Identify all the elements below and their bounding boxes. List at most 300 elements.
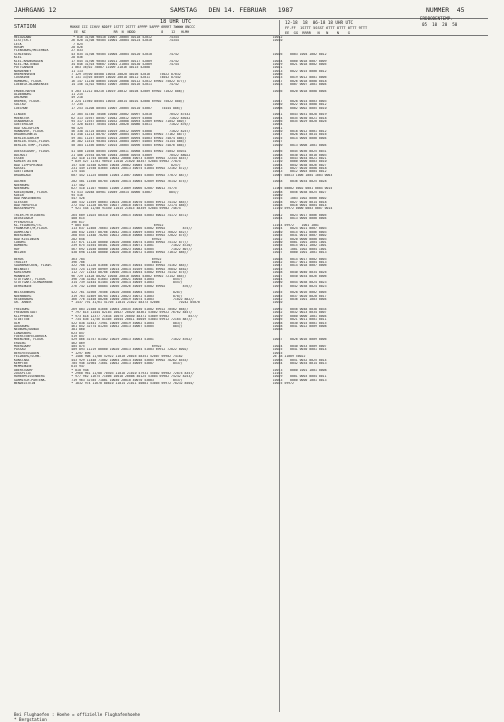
- station-name: BERLIN-TEMP.,FLUGH.: [14, 143, 51, 147]
- footnote: Bei Flughaefen : Hoehe = offizielle Flughafenhoehe * Bergstation: [14, 712, 141, 722]
- station-extra: 10047 0014 0018 0007 0006: [272, 264, 327, 268]
- station-name: OSNABRUECK: [14, 119, 34, 123]
- station-name: BERLIN-TEGEL,FLUGH.: [14, 140, 51, 144]
- station-name: FRANKFURT/M,FLUGH.: [14, 227, 49, 231]
- station-name: LUEBECK-BLANKENSEE: [14, 83, 49, 87]
- station-name: NEUBURG/DONAU: [14, 328, 39, 332]
- station-observation: * 839 427 11701 90910 11018 21020 48357 52004 69902 77874: [71, 160, 181, 164]
- station-name: BERCHTESGADEN: [14, 351, 39, 355]
- station-extra: 10025 59972: [272, 382, 294, 386]
- station-name: GUETERSLOH: [14, 123, 34, 127]
- station-name: GARMISCH-PARTENK.: [14, 378, 47, 382]
- station-extra: 10013 0022 0015 0000 0012: [272, 69, 327, 73]
- station-extra: 11005 50002 0002 0001 0004 0015: [272, 187, 333, 191]
- station-name: ERDING: [14, 341, 26, 345]
- station-name: TRIER-PETRISBERG: [14, 214, 45, 218]
- station-name: KOELN/BONN, FLUGH.: [14, 190, 49, 194]
- station-observation: * 1437 791 31/61 51705 11014 21022 48373 52006 70242 85070: [71, 301, 200, 305]
- station-name: WEIDEN: [14, 251, 26, 254]
- station-name: EMDEN-HAFEN: [14, 89, 36, 93]
- station-name: HOHENPEISSENBERG: [14, 375, 45, 379]
- station-observation: 409 893 11219 80000 10020 20013 40064 51003 69912 72022 8002/: [71, 348, 189, 352]
- station-name: FREIBURG: [14, 308, 30, 312]
- soil-depths-header: 05 10 20 50: [422, 22, 458, 27]
- station-observation: 239 675 31554 80401 10020 20014 40071 51001 71022 8720/: [71, 244, 193, 248]
- station-name: STOETTEN: [14, 318, 30, 322]
- station-name: OLDENBURG: [14, 93, 32, 97]
- station-observation: 553 724 11/09 80909 10014 20014 40169 53001 69902 76842 8462/: [71, 267, 189, 271]
- station-extra: 10030 0001 1001 1004 1001: [272, 240, 327, 244]
- station-extra: 10075 0042 0038 0024 0023: [272, 284, 327, 288]
- station-name: LUECHOW: [14, 106, 28, 110]
- station-observation: 62 313 31957 80507 10042 20012 40079 53008 71022 85032: [71, 116, 191, 120]
- station-extra: 10028 0040 0040 0034 0026: [272, 271, 327, 275]
- station-table: [14, 36, 488, 385]
- station-name: DUESSELDORF, FLUGH.: [14, 150, 51, 154]
- station-observation: * 2960 961 11/88 70503 11018 21010 47931 55002 69902 72874 8357/: [71, 371, 195, 375]
- station-observation: 95 516: [71, 193, 83, 197]
- station-extra: 10058 0056 0038 0025 0027: [272, 190, 327, 194]
- station-name: KL.FELDBERG/TS.: [14, 224, 43, 228]
- station-observation: 443 929 11440 71002 10064 20014 40048 53005 69902 78262 8553/: [71, 358, 189, 362]
- station-observation: * 797 815 11444 82103 10027 20020 48361 53002 69922 76762 8457/: [71, 311, 193, 315]
- station-extra: 10027: [272, 140, 283, 144]
- station-observation: * 1297 896: [71, 351, 91, 355]
- station-observation: 36 382 11515 90304 10014 20004 40097 54005 69902 74144 886//: [71, 140, 187, 144]
- station-observation: 282 658 69922: [71, 237, 162, 241]
- station-name: FUERSTENFELDBRUCK: [14, 334, 47, 338]
- utc-label: 18 UHR UTC: [160, 19, 192, 25]
- station-extra: 10050 0054 0038 0024 0023: [272, 281, 327, 285]
- station-extra: 10092 0056 0048 0038 0034: [272, 308, 327, 312]
- station-name: ZUGSPITZE: [14, 371, 32, 375]
- station-name: WEISSENBURG: [14, 291, 36, 295]
- station-extra: 10010: [272, 39, 283, 43]
- station-extra: 10032 0036 1001 1003 0004: [272, 298, 327, 302]
- station-name: OEHRINGEN: [14, 284, 32, 288]
- station-observation: * 805 635 69922: [71, 224, 164, 228]
- station-extra: 10058 0030 0015 0001 0015: [272, 321, 327, 325]
- station-extra: 10046: [272, 72, 283, 76]
- station-extra: 10028 0041 0022 0009 0008: [272, 324, 327, 328]
- station-observation: 363 704 69922: [71, 257, 162, 261]
- station-extra: 10073 0000 1001 1001 0008: [272, 368, 327, 372]
- station-name: COBURG: [14, 240, 26, 244]
- station-name: BAD HERSFELD: [14, 203, 38, 207]
- station-observation: 607 452 11225 80806 11004 21007 40085 53005 69902 77072 887//: [71, 173, 189, 177]
- station-observation: 381 860: [71, 328, 85, 332]
- report-date: SAMSTAG DEN 14. FEBRUAR 1987: [170, 6, 294, 14]
- station-name: KAHLER ASTEN: [14, 160, 38, 164]
- station-extra: 10034 0042 0034 0014 0013: [272, 361, 327, 365]
- station-extra: 10015: [272, 351, 283, 355]
- station-extra: 10040 0018 0012 0001 0012: [272, 130, 327, 134]
- station-name: BREMEN, FLUGH.: [14, 99, 41, 103]
- station-observation: 462 869: [71, 341, 85, 345]
- station-name: GIESSEN: [14, 200, 28, 204]
- station-name: BAMBERG: [14, 244, 28, 248]
- station-extra: 10043 0012 0003 0004 0012: [272, 170, 327, 174]
- station-name: KIEL-KRONSHAGEN: [14, 59, 43, 63]
- station-observation: 314 739 32444 81404 10070 20014 40049 51003 8557/: [71, 281, 183, 285]
- station-observation: 95 317 11937 80604 10032 20008 40093 52009 69902 71042 880//: [71, 119, 187, 123]
- station-extra: 10020 0013 0008 1001 0004: [272, 143, 327, 147]
- station-observation: 396 738 32362 61603 10056 20021 40048 51004 8557/: [71, 277, 183, 281]
- station-observation: 59 381 11257 80504 10014 20009 40094 54003 69902 74074 886//: [71, 136, 187, 140]
- station-extra: 10026 0021 0011 0001 0011: [272, 318, 327, 322]
- soil-temp-header: ERDBODENTEMP.: [420, 16, 453, 21]
- station-name: FREUDENSTADT: [14, 311, 38, 315]
- station-name: NUERBURG: [14, 183, 30, 187]
- station-extra: 10043 0000 0000 1001 0013: [272, 378, 327, 382]
- station-observation: 11 215: [71, 93, 83, 97]
- station-observation: 28 026: [71, 46, 83, 50]
- station-name: BAD MARIENBERG: [14, 197, 41, 201]
- station-name: FELDBERG/SCHW.: [14, 355, 41, 359]
- station-name: GR. ARBER: [14, 301, 32, 305]
- station-observation: * 1486 908 11/00 52922 11010 20016 48351 52007 69902 74182: [71, 355, 183, 359]
- station-observation: 265 609 11025 80310 10035 20015 40048 53003 60022 74172 8572/: [71, 214, 189, 218]
- station-observation: 7 025: [71, 42, 83, 46]
- station-extra: 10007 50013 1006 1004 1003 0003: [272, 173, 333, 177]
- station-extra: 10054: [272, 123, 283, 127]
- station-extra: 10037 0026 0016 0009 0006: [272, 338, 327, 342]
- station-extra: 10027 0000 1001 1001 0013: [272, 251, 327, 254]
- station-observation: * 1832 974 11670 80810 11014 21011 40081 53005 69972 78232 8504/: [71, 382, 195, 386]
- station-name: MANNHEIM: [14, 274, 30, 278]
- station-name: SAARBRUECKEN, FLUGH.: [14, 264, 53, 268]
- station-header: STATION: [14, 24, 36, 30]
- code-subheader: EE NI RR N NDDD 8 12 HLMH: [70, 30, 190, 34]
- station-name: AUGSBURG: [14, 324, 30, 328]
- station-observation: 422 761 32560 70506 10020 20008 40064 53004 8287/: [71, 291, 183, 295]
- station-observation: 337 671 11128 80000 10020 20008 40074 51004 69902 75132 877//: [71, 240, 189, 244]
- station-extra: 10038: [272, 328, 283, 332]
- station-extra: 11010 59972 0000 0003 0007 0014: [272, 207, 333, 211]
- station-observation: 405 875 69922: [71, 345, 162, 349]
- station-observation: 623 857: [71, 331, 85, 335]
- station-observation: 438 698 11338 80000 10020 20010 40072 51004 69902 71012 886//: [71, 251, 189, 254]
- station-observation: 5 131 33/05 80509 10020 20018 40112 52011 74042 87442: [71, 76, 181, 80]
- station-observation: 519 857: [71, 334, 85, 338]
- station-name: BAD SALZUFLEN: [14, 126, 39, 130]
- station-extra: 10041: [272, 126, 283, 130]
- station-observation: 231 449 11930 83605 10034 20013 40075 51004 69902 72162 872//: [71, 167, 189, 171]
- station-name: NUERBURG: [14, 187, 30, 191]
- station-observation: 567 692 11030 80000 10038 20023 40082 53005 71022 807//: [71, 247, 193, 251]
- station-name: LECK: [14, 42, 22, 46]
- station-extra: 10022 0020 0000 0000 0003: [272, 237, 327, 241]
- station-row: [14, 144, 488, 147]
- station-extra: 10034 0000 0018 0007 0009: [272, 59, 327, 63]
- station-name: HUSUM: [14, 46, 24, 50]
- station-extra: 10028 0027 0020 0014 0018: [272, 200, 327, 204]
- station-extra: 10025 0014 0005 0000 0004: [272, 136, 327, 140]
- station-observation: 17 045 31/06 90503 10011 20009 40117 52009 74742: [71, 59, 179, 63]
- station-name: BRAUNLAGE: [14, 173, 32, 177]
- station-extra: 10032 0032 0023 0034 0007: [272, 311, 327, 315]
- station-name: KEMPTEN: [14, 361, 28, 365]
- station-name: TROLLEY: [14, 261, 28, 265]
- station-extra: 10024 0024 0021 0007 0003: [272, 227, 327, 231]
- station-extra: 10035 0028 0016 0002 0005: [272, 291, 327, 295]
- station-name: LIST/SYLT: [14, 39, 32, 43]
- station-extra: 10027 0050 0034 0026 0006: [272, 274, 327, 278]
- station-observation: * 977 962 11675 71006 10018 20008 40125 53004 69902 75242 8253/: [71, 375, 193, 379]
- station-observation: * 810 948: [71, 368, 89, 372]
- station-extra: 10015: [272, 267, 283, 271]
- station-observation: 396 706 60012: [71, 261, 162, 265]
- station-observation: 98 325: [71, 126, 83, 130]
- station-extra: 10014 1001 1002 0004 1001: [272, 247, 327, 251]
- station-observation: 522 838 32441 71901 10049 20019 40062 51004 883//: [71, 321, 183, 325]
- station-name: STUTTGART, FLUGH.: [14, 277, 47, 281]
- station-observation: 11 113: [71, 69, 83, 73]
- station-name: LANDSBERG: [14, 331, 32, 335]
- station-name: GOETTINGEN: [14, 170, 34, 174]
- station-observation: 705 946 32984 71601 10052 20013 40059 53007 8537/: [71, 361, 183, 365]
- station-extra: 11014 59972 1001 1001: [272, 224, 319, 228]
- station-extra: 10054 0042 0038 0026 0027: [272, 163, 327, 167]
- station-extra: 10024: [272, 277, 283, 281]
- station-row: [14, 83, 488, 86]
- right-time-header: 12-18 18 06-18 18 UHR UTC: [285, 20, 354, 25]
- station-name: BRAUNSCHWEIG: [14, 133, 38, 137]
- station-extra: 10053 0043 0034 0021 0021: [272, 156, 327, 160]
- station-observation: 269 803 21580 81606 10064 20035 40030 51002 69922 70562 868//: [71, 308, 189, 312]
- station-name: KIEL-HOLTENAU: [14, 62, 39, 66]
- station-extra: 11010 0000 0000 0003 0010: [272, 160, 327, 164]
- station-name: ESSEN: [14, 156, 24, 160]
- station-observation: 17 253 31208 80504 10007 20005 40110 53007 74444 886//: [71, 106, 183, 110]
- station-name: ULM: [14, 321, 20, 325]
- station-name: KASSEL: [14, 167, 26, 171]
- station-observation: 175 444: [71, 170, 85, 174]
- station-name: KONSTANZ: [14, 358, 30, 362]
- station-name: SCHLESWIG: [14, 52, 32, 56]
- station-name: KLIPPENECK: [14, 314, 34, 318]
- station-observation: 202 501 11556 80705 10030 20014 40064 52009 69902 76142 875//: [71, 180, 189, 184]
- station-observation: 49 218: [71, 96, 83, 100]
- station-name: HAMBURG, FLUGH.: [14, 79, 43, 83]
- station-extra: 10035 0015 0011 1002 1001: [272, 244, 327, 248]
- station-name: REGENSBURG: [14, 298, 34, 302]
- station-name: STUTTGART-SCHNARRENB: [14, 281, 53, 285]
- station-observation: 3 224 11940 80504 10035 20014 40101 52008 69902 75022 880//: [71, 99, 185, 103]
- station-name: MUEHLDORF: [14, 345, 32, 349]
- station-observation: 7 129 39/00 80508 10034 20020 40105 52010 75022 87032: [71, 72, 181, 76]
- station-extra: 10042 0023 0017 0006 0005: [272, 214, 327, 218]
- station-observation: 5 203 11212 80210 10019 20012 40104 52009 69902 71022 886//: [71, 89, 185, 93]
- station-name: DEUSELBACH: [14, 217, 34, 221]
- station-row: [14, 251, 488, 254]
- station-name: WEINBIET: [14, 267, 30, 271]
- station-observation: 319 763 32469 80704 10041 20023 40072 51003 878//: [71, 294, 183, 298]
- station-name: FLENSBURG/MEIERWIK: [14, 49, 49, 53]
- station-observation: 77 235: [71, 103, 83, 107]
- station-extra: 10103 1003 1002 0000 0002: [272, 197, 327, 201]
- station-name: OBERSTDORF: [14, 368, 34, 372]
- station-name: PUTTGARDEN: [14, 66, 34, 70]
- station-extra: 11015: [272, 371, 283, 375]
- station-name: HANNOVER, FLUGH.: [14, 130, 45, 134]
- station-observation: 112 727 11443 80706 10046 20014 40054 53002 69942 74142 875//: [71, 271, 189, 275]
- right-code-header: FF-FF 1STTT 5SSST 6TTT 8TTT 0TTT 9TTT: [285, 26, 368, 30]
- station-observation: 41 400 11658 80505 10050 20011 40068 53004 69902 74042 85031: [71, 150, 187, 154]
- station-extra: 10029 0021 0018 0002 0005: [272, 62, 327, 66]
- station-extra: 10023 0007 0007 1001 0004: [272, 83, 327, 87]
- issue-number: NUMMER 45: [426, 6, 465, 14]
- station-observation: 547 526: [71, 197, 85, 201]
- station-name: MUENSTER: [14, 116, 30, 120]
- station-observation: 72 320 81557 70504 10043 20020 40086 53011 71022 876//: [71, 123, 191, 127]
- station-observation: 461 852 32774 81205 10052 20013 40067 53005 885//: [71, 324, 183, 328]
- station-extra: 10040 0022 0014 0008 0012: [272, 103, 327, 107]
- station-observation: 615 947: [71, 365, 85, 369]
- station-extra: 10023 0019 0012 0001 0006: [272, 76, 327, 80]
- station-extra: 10048 0030 0023 0010 0003: [272, 153, 327, 157]
- station-observation: * 921 544 11/00 91450 11015 21015 48359 52004 69902 74674: [71, 207, 181, 211]
- station-observation: 186 532 11559 80603 10024 20010 40070 53005 69912 74142 885//: [71, 200, 189, 204]
- station-name: NORDERNEY: [14, 69, 32, 73]
- station-extra: 10047 0028 0014 0003 0003: [272, 99, 327, 103]
- station-extra: 10008 0002 0002 0005 0010: [272, 106, 327, 110]
- station-observation: 28 036: [71, 56, 83, 60]
- station-name: DARMSTADT: [14, 230, 32, 234]
- code-header: MOKKE III IIHVV NDDFF 1STTT 2STTT 4PPPP 5APPP 6RRRT 7WWWW 8NCCC: [70, 25, 196, 29]
- station-extra: 10010: [272, 301, 283, 305]
- station-observation: 396 617: [71, 220, 85, 224]
- station-name: BOCHOLT: [14, 153, 28, 157]
- station-extra: 10035 0031 0015 0007 0002: [272, 234, 327, 238]
- station-observation: 157 430 32340 82005 10038 20002 40085 53007 8257/: [71, 163, 181, 167]
- station-name: WENDELSTEIN: [14, 382, 36, 386]
- station-name: BERLIN-DAHLEM: [14, 136, 39, 140]
- station-extra: 10036 0020 0018 0008 0004: [272, 89, 327, 93]
- station-extra: 10034 0013 0005 0000 0004: [272, 217, 327, 221]
- station-observation: 366 776 31450 80206 10050 20019 40074 51003 71022 882//: [71, 298, 195, 302]
- station-observation: 21 406 21934 80706 10044 20006 40078 53009 70522 88022: [71, 153, 191, 157]
- station-name: NUERNBERG: [14, 294, 32, 298]
- station-extra: 10056 0035 0029 0020 0026: [272, 119, 327, 123]
- station-extra: 10054 0035 0030 0021 0018: [272, 116, 327, 120]
- station-extra: 26 38 11009 50022: [272, 355, 306, 359]
- station-observation: 14 156 31/02 90603 10007 20004 40116 52011 74742: [71, 83, 179, 87]
- station-observation: 268 655 11448 70204 10022 20010 40068 53003 69902 72022 875//: [71, 234, 189, 238]
- station-observation: * 016 31/08 90410 10007 20005 40118 52012 74344: [71, 36, 179, 39]
- station-row: [14, 207, 488, 210]
- station-observation: 480 615: [71, 217, 85, 221]
- station-name: BREMERHAVEN: [14, 72, 36, 76]
- station-name: PFERDSFELD: [14, 220, 34, 224]
- station-observation: 27 033: [71, 49, 83, 53]
- station-name: BERUS: [14, 257, 24, 261]
- station-observation: 22 305 41740 70406 10040 20002 40097 52010 70522 87532: [71, 113, 191, 117]
- station-observation: 91 513 32048 80901 10049 20014 40066 53007 885//: [71, 190, 179, 194]
- station-extra: 10021: [272, 66, 283, 70]
- station-extra: 10048 0036 0034 0025 0028: [272, 180, 327, 184]
- station-extra: 10028 0016 0001 0004 0014: [272, 203, 327, 207]
- station-name: BAD KISSINGEN: [14, 237, 39, 241]
- station-observation: 26 020 31/08 90505 10001 20004 40124 52010 74344: [71, 39, 179, 43]
- station-row: [14, 382, 488, 385]
- station-observation: 276 742 12560 80804 10056 20026 40049 53002 69902 876//: [71, 284, 193, 288]
- station-name: HELGOLAND: [14, 36, 32, 39]
- station-name: MUENCHEN, FLUGH.: [14, 338, 45, 342]
- station-name: AACHEN: [14, 180, 26, 184]
- station-observation: 34 046 31/03 90607 10001 21004 40130 52009 74744: [71, 62, 179, 66]
- station-observation: 50 384 11356 80607 10015 20005 40096 55005 69902 74876 886//: [71, 143, 187, 147]
- station-row: [14, 301, 488, 304]
- station-observation: 1 063 36/02 70007 11009 21016 40115 52008: [71, 66, 150, 70]
- station-name: CUXHAVEN: [14, 76, 30, 80]
- station-extra: 10041 0043 0031 0028 0019: [272, 113, 327, 117]
- station-extra: 10047 0026 0018 0008 0018: [272, 79, 327, 83]
- station-name: KOELN: [14, 193, 24, 197]
- station-extra: 10024 0040 0033 0009 0007: [272, 345, 327, 349]
- station-observation: 152 410 11754 80508 10042 20008 40073 53009 69902 72344 8457/: [71, 156, 189, 160]
- station-observation: 117 502: [71, 183, 85, 187]
- station-extra: 10040 0015 0011 0006 0003: [272, 230, 327, 234]
- station-row: [14, 285, 488, 288]
- station-extra: 10058 0051 0032 0025 0014: [272, 358, 327, 362]
- station-observation: 108 642 11657 80706 10042 20014 40059 53004 69912 76022 852//: [71, 230, 189, 234]
- station-extra: 10043 0027 0020 0008 0018: [272, 167, 327, 171]
- station-observation: 43 035 31/08 90505 10004 20004 40120 52010 74742: [71, 52, 179, 56]
- station-extra: 10029 0001 0003 0004 0011: [272, 375, 327, 379]
- station-name: MEMMINGEN: [14, 365, 32, 369]
- station-extra: 10032 0017 0011 0004 0013: [272, 261, 327, 265]
- station-extra: 10029 0000 0000 1001 0004: [272, 314, 327, 318]
- volume-label: JAHRGANG 12: [14, 6, 57, 14]
- station-observation: 322 708 11228 81606 10070 20015 40044 55003 69902 74162 885//: [71, 264, 189, 268]
- station-extra: 10045 0037 0020 0020 0017: [272, 294, 327, 298]
- station-extra: 10047 0028 0023 0014 0016: [272, 133, 327, 137]
- station-observation: 719 963 32785 71801 10030 20010 40070 53003 8537/: [71, 378, 183, 382]
- station-observation: 56 338 31725 80404 10019 20012 40099 53008 71022 8257/: [71, 130, 191, 134]
- station-observation: 272 542 11220 80705 10027 20010 40074 53005 69902 72174 886//: [71, 203, 189, 207]
- station-observation: 627 510 11107 90804 11006 21009 40066 52007 60012 7577x: [71, 187, 177, 191]
- station-observation: 113 637 12460 70603 10039 20013 40066 53002 69902 875//: [71, 227, 193, 231]
- station-extra: 10040: [272, 193, 283, 197]
- station-name: KARLSRUHE: [14, 271, 32, 275]
- station-name: AHLHORN: [14, 96, 28, 100]
- right-code-subheader: EE GG RRRR N N N G: [285, 31, 350, 35]
- station-observation: 16 147 11230 80605 10020 20008 40112 52012 69902 75022 877//: [71, 79, 187, 83]
- station-name: SOLTAU: [14, 103, 26, 107]
- station-extra: 10025 0041 0030 0001 0014: [272, 348, 327, 352]
- station-observation: 96 729 11428 80202 10038 20010 40064 53002 69902 72142 885//: [71, 274, 187, 278]
- station-observation: 81 348 11213 80707 10009 20004 40097 52004 69902 77162 8877/: [71, 133, 187, 137]
- station-name: HOF: [14, 247, 20, 251]
- station-observation: * 973 818 12377 71634 10075 20050 48371 53009 69902 8577/: [71, 314, 198, 318]
- station-name: WUERZBURG: [14, 234, 32, 238]
- station-extra: 10056 0045 0036 0025 0031: [272, 150, 327, 154]
- station-observation: * 734 836 11/56 81405 10044 20011 40049 53003 69912 72164 887//: [71, 318, 193, 322]
- station-name: PASSAU: [14, 348, 26, 352]
- top-rule: [14, 18, 488, 19]
- station-row: [14, 174, 488, 177]
- station-extra: 10012: [272, 36, 283, 39]
- station-observation: 529 866 31757 81402 10029 20013 40063 51001 71022 8762/: [71, 338, 193, 342]
- station-row: [14, 107, 488, 110]
- station-extra: 10026 0003 1004 1002 0012: [272, 52, 327, 56]
- station-name: BAD LIPPSPRINGE: [14, 163, 43, 167]
- station-name: KIEL: [14, 56, 22, 60]
- station-name: WASSERKUPPE: [14, 207, 36, 211]
- station-name: LINGEN: [14, 113, 26, 117]
- station-extra: 10028 0014 0017 0002 0003: [272, 257, 327, 261]
